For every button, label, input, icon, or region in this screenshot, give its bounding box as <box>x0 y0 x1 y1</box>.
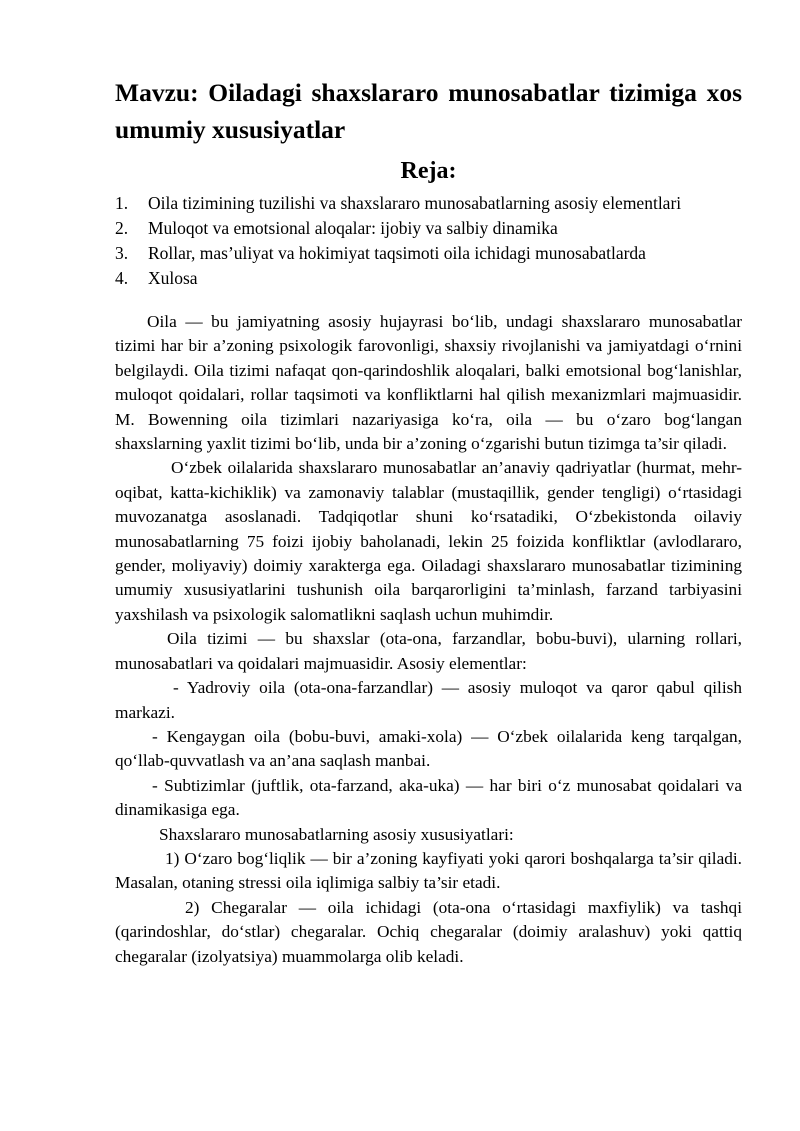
plan-item-number: 2. <box>115 218 129 238</box>
plan-item-number: 3. <box>115 243 129 263</box>
plan-item <box>115 266 742 291</box>
paragraph-family-system: Oila tizimi — bu shaxslar (ota-ona, farzandlar, bobu-buvi), ularning rollari, munosabatlari va qoidalari majmuasidir. Asosiy elementlar: <box>115 629 742 673</box>
plan-item <box>115 241 742 266</box>
plan-item-text: Muloqot va emotsional aloqalar: ijobiy va salbiy dinamika <box>148 218 558 238</box>
document-page <box>115 74 742 969</box>
plan-list <box>115 191 742 291</box>
paragraph-extended-family: - Kengaygan oila (bobu-buvi, amaki-xola) — O‘zbek oilalarida keng tarqalgan, qo‘llab-quvvatlash va an’ana saqlash manbai. <box>115 726 742 771</box>
plan-item-text: Rollar, mas’uliyat va hokimiyat taqsimoti oila ichidagi munosabatlarda <box>148 243 646 263</box>
plan-heading: Reja: <box>400 158 457 184</box>
paragraph-subsystems: - Subtizimlar (juftlik, ota-farzand, aka-uka) — har biri o‘z munosabat qoidalari va dinamikasiga ega. <box>115 775 742 820</box>
plan-item-text: Oila tizimining tuzilishi va shaxslararo munosabatlarning asosiy elementlari <box>148 193 682 213</box>
paragraph-nuclear-family: - Yadroviy oila (ota-ona-farzandlar) — asosiy muloqot va qaror qabul qilish markazi. <box>115 678 742 722</box>
plan-item-text: Xulosa <box>148 268 198 288</box>
paragraph-features-heading: Shaxslararo munosabatlarning asosiy xususiyatlari: <box>159 824 514 844</box>
plan-item <box>115 216 742 241</box>
plan-item-number: 1. <box>115 193 129 213</box>
paragraph-interdependence: 1) O‘zaro bog‘liqlik — bir a’zoning kayfiyati yoki qarori boshqalarga ta’sir qiladi. Masalan, otaning stressi oila iqlimiga salbiy ta’sir etadi. <box>115 848 742 893</box>
plan-item-number: 4. <box>115 268 129 288</box>
paragraph-intro: Oila — bu jamiyatning asosiy hujayrasi bo‘lib, undagi shaxslararo munosabatlar tizimi har bir a’zoning psixologik farovonligi, shaxsiy rivojlanishi va jamiyatdagi o‘rnini belgilaydi. Oila tizimi nafaqat qon-qarindoshlik aloqalari, balki emotsional bog‘lanishlar, muloqot qoidalari, rollar taqsimoti va konfliktlarni hal qilish mexanizmlari majmuasidir. M. Bowenning oila tizimlari nazariyasiga ko‘ra, oila — bu o‘zaro bog‘langan shaxslarning yaxlit tizimi bo‘lib, unda bir a’zoning o‘zgarishi butun tizimga ta’sir qiladi. <box>115 312 742 454</box>
paragraph-boundaries: 2) Chegaralar — oila ichidagi (ota-ona o‘rtasidagi maxfiylik) va tashqi (qarindoshlar, do‘stlar) chegaralar. Ochiq chegaralar (doimiy aralashuv) yoki qattiq chegaralar (izolyatsiya) muammolarga olib keladi. <box>115 897 742 966</box>
spacer <box>115 291 742 310</box>
paragraph-uzbek-families: O‘zbek oilalarida shaxslararo munosabatlar an’anaviy qadriyatlar (hurmat, mehr-oqibat, katta-kichiklik) va zamonaviy talablar (mustaqillik, gender tengligi) o‘rtasidagi muvozanatga asoslanadi. Tadqiqotlar shuni ko‘rsatadiki, O‘zbekistonda oilaviy munosabatlarning 75 foizi ijobiy baholanadi, lekin 25 foizida konfliktlar (avlodlararo, gender, moliyaviy) doimiy xarakterga ega. Oiladagi shaxslararo munosabatlar tizimining umumiy xususiyatlarini tushunish oila barqarorligini ta’minlash, farzand tarbiyasini yaxshilash va psixologik salomatlikni saqlash uchun muhimdir. <box>115 458 742 624</box>
document-title: Mavzu: Oiladagi shaxslararo munosabatlar tizimiga xos umumiy xususiyatlar <box>115 78 742 144</box>
plan-item <box>115 191 742 216</box>
